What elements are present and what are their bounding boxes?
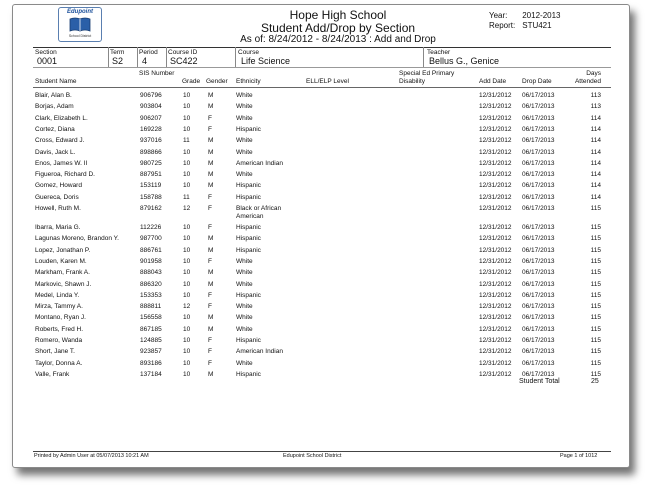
student-name: Markovic, Shawn J. (35, 280, 92, 288)
year-value: 2012-2013 (522, 11, 561, 20)
grade: 10 (183, 280, 191, 288)
grade: 10 (183, 148, 191, 156)
grade: 11 (183, 137, 190, 145)
drop-date: 06/17/2013 (522, 348, 555, 356)
sis-number: 987700 (140, 235, 162, 243)
drop-date: 06/17/2013 (522, 171, 555, 179)
days-attended: 115 (590, 269, 601, 277)
drop-date: 06/17/2013 (522, 114, 555, 122)
drop-date: 06/17/2013 (522, 337, 555, 344)
table-row (13, 148, 629, 159)
grade: 10 (183, 125, 191, 133)
student-name: Cross, Edward J. (35, 137, 85, 145)
sis-number: 153119 (140, 182, 162, 190)
add-date: 12/31/2012 (479, 325, 512, 333)
student-name: Valle, Frank (35, 370, 70, 378)
drop-date: 06/17/2013 (522, 205, 555, 212)
grade: 12 (183, 303, 191, 311)
days-attended: 114 (590, 137, 601, 145)
ethnicity: Hispanic (236, 337, 261, 344)
add-date: 12/31/2012 (479, 171, 512, 179)
year-label: Year: (489, 11, 508, 20)
sis-number: 867185 (140, 325, 162, 333)
course-id-value: SC422 (170, 56, 198, 66)
grade: 10 (183, 224, 191, 231)
sis-number: 886320 (140, 280, 162, 288)
table-row (13, 291, 629, 302)
days-attended: 115 (590, 246, 601, 254)
period-value: 4 (142, 56, 148, 66)
add-date: 12/31/2012 (479, 303, 512, 311)
column-header-rule (33, 87, 611, 88)
grade: 10 (183, 291, 191, 299)
gender: M (208, 325, 214, 333)
col-add-date: Add Date (479, 78, 507, 85)
gender: F (208, 359, 212, 367)
gender: F (208, 205, 212, 212)
student-name: Markham, Frank A. (35, 269, 90, 277)
gender: M (208, 182, 214, 190)
ethnicity: Hispanic (236, 246, 261, 254)
ethnicity: White (236, 269, 253, 277)
gender: M (208, 246, 214, 254)
sis-number: 887951 (140, 171, 162, 179)
sis-number: 901958 (140, 257, 162, 265)
col-ethnicity: Ethnicity (236, 78, 261, 85)
col-student-name: Student Name (35, 78, 77, 85)
grade: 10 (183, 182, 191, 190)
add-date: 12/31/2012 (479, 92, 512, 99)
col-days-attended: Days Attended (574, 70, 601, 85)
table-row (13, 181, 629, 192)
sis-number: 112226 (140, 224, 162, 231)
gender: F (208, 303, 212, 311)
days-attended: 115 (590, 348, 601, 356)
drop-date: 06/17/2013 (522, 325, 555, 333)
gender: M (208, 159, 214, 167)
drop-date: 06/17/2013 (522, 246, 555, 254)
table-row (13, 280, 629, 291)
drop-date: 06/17/2013 (522, 224, 555, 231)
student-name: Roberts, Fred H. (35, 325, 84, 333)
edupoint-logo (58, 7, 102, 42)
days-attended: 115 (590, 291, 601, 299)
table-row (13, 336, 629, 347)
year-row (489, 11, 561, 20)
sis-number: 886761 (140, 246, 162, 254)
table-row (13, 302, 629, 313)
gender: F (208, 125, 212, 133)
drop-date: 06/17/2013 (522, 159, 555, 167)
report-value: STU421 (522, 21, 552, 30)
gender: F (208, 257, 212, 265)
sis-number: 888811 (140, 303, 162, 311)
table-row (13, 193, 629, 204)
drop-date: 06/17/2013 (522, 359, 555, 367)
school-name: Hope High School (289, 8, 387, 22)
ethnicity: White (236, 303, 253, 311)
days-attended: 114 (590, 171, 601, 179)
district-name: Edupoint School District (283, 453, 342, 459)
days-attended: 115 (590, 303, 601, 311)
printed-by: Printed by Admin User at 05/07/2013 10:21 AM (34, 453, 149, 459)
gender: M (208, 280, 214, 288)
gender: F (208, 114, 212, 122)
add-date: 12/31/2012 (479, 257, 512, 265)
sis-number: 923857 (140, 348, 162, 356)
col-sped-disability: Special Ed Primary Disability (399, 70, 455, 85)
student-name: Montano, Ryan J. (35, 314, 86, 322)
drop-date: 06/17/2013 (522, 137, 555, 145)
student-total-value: 25 (591, 378, 599, 385)
days-attended: 114 (590, 182, 601, 190)
ethnicity: White (236, 92, 253, 99)
table-row (13, 234, 629, 245)
sis-number: 906207 (140, 114, 162, 122)
grade: 10 (183, 246, 191, 254)
table-row (13, 114, 629, 125)
sis-number: 937016 (140, 137, 162, 145)
grade: 11 (183, 193, 190, 201)
section-label: Section (35, 49, 57, 56)
table-row (13, 170, 629, 181)
add-date: 12/31/2012 (479, 370, 512, 378)
grade: 10 (183, 171, 191, 179)
days-attended: 115 (590, 280, 601, 288)
grade: 12 (183, 205, 191, 212)
table-row (13, 313, 629, 324)
gender: F (208, 224, 212, 231)
days-attended: 115 (590, 224, 601, 231)
divider (137, 47, 138, 67)
add-date: 12/31/2012 (479, 224, 512, 231)
grade: 10 (183, 359, 191, 367)
gender: M (208, 137, 214, 145)
add-date: 12/31/2012 (479, 359, 512, 367)
drop-date: 06/17/2013 (522, 92, 555, 99)
grade: 10 (183, 325, 191, 333)
add-date: 12/31/2012 (479, 314, 512, 322)
report-label: Report: (489, 21, 516, 30)
table-row (13, 159, 629, 170)
student-name: Enos, James W. II (35, 159, 88, 167)
term-value: S2 (112, 56, 124, 66)
col-drop-date: Drop Date (522, 78, 552, 85)
sis-number: 158788 (140, 193, 162, 201)
add-date: 12/31/2012 (479, 114, 512, 122)
ethnicity: White (236, 148, 253, 156)
gender: M (208, 148, 214, 156)
ethnicity: Hispanic (236, 182, 261, 190)
days-attended: 114 (590, 114, 601, 122)
drop-date: 06/17/2013 (522, 269, 555, 277)
grade: 10 (183, 235, 191, 243)
student-name: Taylor, Donna A. (35, 359, 83, 367)
days-attended: 114 (590, 148, 601, 156)
section-top-rule (33, 47, 611, 48)
book-icon (69, 17, 91, 32)
ethnicity: White (236, 103, 253, 111)
ethnicity: White (236, 257, 253, 265)
ethnicity: American Indian (236, 159, 283, 167)
student-name: Romero, Wanda (35, 337, 83, 344)
ethnicity: Hispanic (236, 235, 261, 243)
drop-date: 06/17/2013 (522, 182, 555, 190)
grade: 10 (183, 159, 191, 167)
ethnicity: White (236, 114, 253, 122)
add-date: 12/31/2012 (479, 205, 512, 212)
days-attended: 114 (590, 125, 601, 133)
sis-number: 156558 (140, 314, 162, 322)
divider (423, 47, 424, 67)
student-name: Short, Jane T. (35, 348, 75, 356)
page-number: Page 1 of 1012 (560, 453, 598, 459)
student-name: Lagunas Moreno, Brandon Y. (35, 235, 119, 243)
gender: F (208, 348, 212, 356)
col-gender: Gender (206, 78, 228, 85)
report-page (12, 4, 630, 468)
ethnicity: White (236, 171, 253, 179)
add-date: 12/31/2012 (479, 148, 512, 156)
sis-number: 153353 (140, 291, 162, 299)
student-name: Blair, Alan B. (35, 92, 72, 99)
course-label: Course (238, 49, 259, 56)
table-row (13, 125, 629, 136)
days-attended: 115 (590, 325, 601, 333)
grade: 10 (183, 103, 191, 111)
logo-subtitle: School District (68, 34, 92, 38)
student-name: Lopez, Jonathan P. (35, 246, 91, 254)
footer-rule (33, 451, 611, 452)
drop-date: 06/17/2013 (522, 257, 555, 265)
table-row (13, 257, 629, 268)
course-value: Life Science (241, 56, 291, 66)
table-row (13, 246, 629, 257)
days-attended: 114 (590, 159, 601, 167)
ethnicity: White (236, 280, 253, 288)
divider (166, 47, 167, 67)
days-attended: 115 (590, 205, 601, 212)
student-name: Louden, Karen M. (35, 257, 87, 265)
report-title: Student Add/Drop by Section (260, 21, 416, 35)
grade: 10 (183, 114, 191, 122)
add-date: 12/31/2012 (479, 291, 512, 299)
add-date: 12/31/2012 (479, 182, 512, 190)
sis-number: 893186 (140, 359, 162, 367)
drop-date: 06/17/2013 (522, 103, 555, 111)
add-date: 12/31/2012 (479, 235, 512, 243)
gender: M (208, 92, 214, 99)
teacher-value: Bellus G., Genice (429, 56, 500, 66)
sis-number: 124885 (140, 337, 162, 344)
grade: 10 (183, 370, 191, 378)
course-id-label: Course ID (168, 49, 198, 56)
section-value: 0001 (37, 56, 58, 66)
grade: 10 (183, 92, 191, 99)
add-date: 12/31/2012 (479, 125, 512, 133)
days-attended: 115 (590, 370, 601, 378)
table-row (13, 325, 629, 336)
add-date: 12/31/2012 (479, 103, 512, 111)
student-name: Gomez, Howard (35, 182, 82, 190)
drop-date: 06/17/2013 (522, 370, 555, 378)
student-name: Medel, Linda Y. (35, 291, 80, 299)
col-grade: Grade (182, 78, 201, 85)
table-row (13, 359, 629, 370)
gender: M (208, 235, 214, 243)
drop-date: 06/17/2013 (522, 291, 555, 299)
student-name: Howell, Ruth M. (35, 205, 81, 212)
drop-date: 06/17/2013 (522, 235, 555, 243)
sis-number: 903804 (140, 103, 162, 111)
gender: M (208, 370, 214, 378)
days-attended: 115 (590, 359, 601, 367)
logo-name: Edupoint (67, 9, 93, 15)
gender: F (208, 291, 212, 299)
days-attended: 115 (590, 314, 601, 322)
teacher-label: Teacher (427, 49, 451, 56)
add-date: 12/31/2012 (479, 193, 512, 201)
table-row (13, 136, 629, 147)
col-sis-number: SIS Number (139, 70, 175, 77)
table-row (13, 91, 629, 102)
table-row (13, 223, 629, 234)
sis-number: 906796 (140, 92, 162, 99)
add-date: 12/31/2012 (479, 159, 512, 167)
days-attended: 115 (590, 337, 601, 344)
gender: M (208, 103, 214, 111)
add-date: 12/31/2012 (479, 280, 512, 288)
student-name: Ibarra, Maria G. (35, 224, 81, 231)
student-name: Cortez, Diana (35, 125, 75, 133)
student-total-label: Student Total (519, 378, 560, 385)
ethnicity: Black or African American (236, 205, 282, 220)
gender: M (208, 171, 214, 179)
gender: M (208, 269, 214, 277)
grade: 10 (183, 257, 191, 265)
ethnicity: White (236, 314, 253, 322)
gender: F (208, 193, 212, 201)
col-ell-level: ELL/ELP Level (306, 78, 349, 85)
section-bottom-rule (33, 67, 611, 68)
sis-number: 879162 (140, 205, 162, 212)
drop-date: 06/17/2013 (522, 303, 555, 311)
sis-number: 137184 (140, 370, 162, 378)
ethnicity: Hispanic (236, 370, 261, 378)
grade: 10 (183, 269, 191, 277)
student-name: Clark, Elizabeth L. (35, 114, 88, 122)
ethnicity: American Indian (236, 348, 283, 356)
table-row (13, 347, 629, 358)
period-label: Period (139, 49, 158, 56)
days-attended: 113 (590, 103, 601, 111)
days-attended: 115 (590, 235, 601, 243)
sis-number: 980725 (140, 159, 162, 167)
add-date: 12/31/2012 (479, 348, 512, 356)
drop-date: 06/17/2013 (522, 314, 555, 322)
ethnicity: White (236, 137, 253, 145)
gender: F (208, 337, 212, 344)
grade: 10 (183, 337, 191, 344)
drop-date: 06/17/2013 (522, 148, 555, 156)
table-row (13, 102, 629, 113)
grade: 10 (183, 348, 191, 356)
sis-number: 169228 (140, 125, 162, 133)
divider (235, 47, 236, 67)
ethnicity: White (236, 325, 253, 333)
term-label: Term (110, 49, 125, 56)
add-date: 12/31/2012 (479, 137, 512, 145)
add-date: 12/31/2012 (479, 246, 512, 254)
student-name: Mirza, Tammy A. (35, 303, 83, 311)
student-name: Borjas, Adam (35, 103, 74, 111)
ethnicity: Hispanic (236, 224, 261, 231)
drop-date: 06/17/2013 (522, 193, 555, 201)
sis-number: 898866 (140, 148, 162, 156)
sis-number: 888043 (140, 269, 162, 277)
report-date-range: As of: 8/24/2012 - 8/24/2013 : Add and Drop (240, 34, 436, 45)
days-attended: 115 (590, 257, 601, 265)
ethnicity: Hispanic (236, 125, 261, 133)
ethnicity: Hispanic (236, 193, 261, 201)
drop-date: 06/17/2013 (522, 280, 555, 288)
add-date: 12/31/2012 (479, 337, 512, 344)
student-name: Guereca, Doris (35, 193, 79, 201)
ethnicity: Hispanic (236, 291, 261, 299)
gender: M (208, 314, 214, 322)
ethnicity: White (236, 359, 253, 367)
report-id-row (489, 21, 552, 30)
drop-date: 06/17/2013 (522, 125, 555, 133)
grade: 10 (183, 314, 191, 322)
table-row (13, 268, 629, 279)
divider (108, 47, 109, 67)
student-name: Figueroa, Richard D. (35, 171, 95, 179)
table-row (13, 204, 629, 223)
days-attended: 113 (590, 92, 601, 99)
add-date: 12/31/2012 (479, 269, 512, 277)
days-attended: 114 (590, 193, 601, 201)
student-name: Davis, Jack L. (35, 148, 76, 156)
